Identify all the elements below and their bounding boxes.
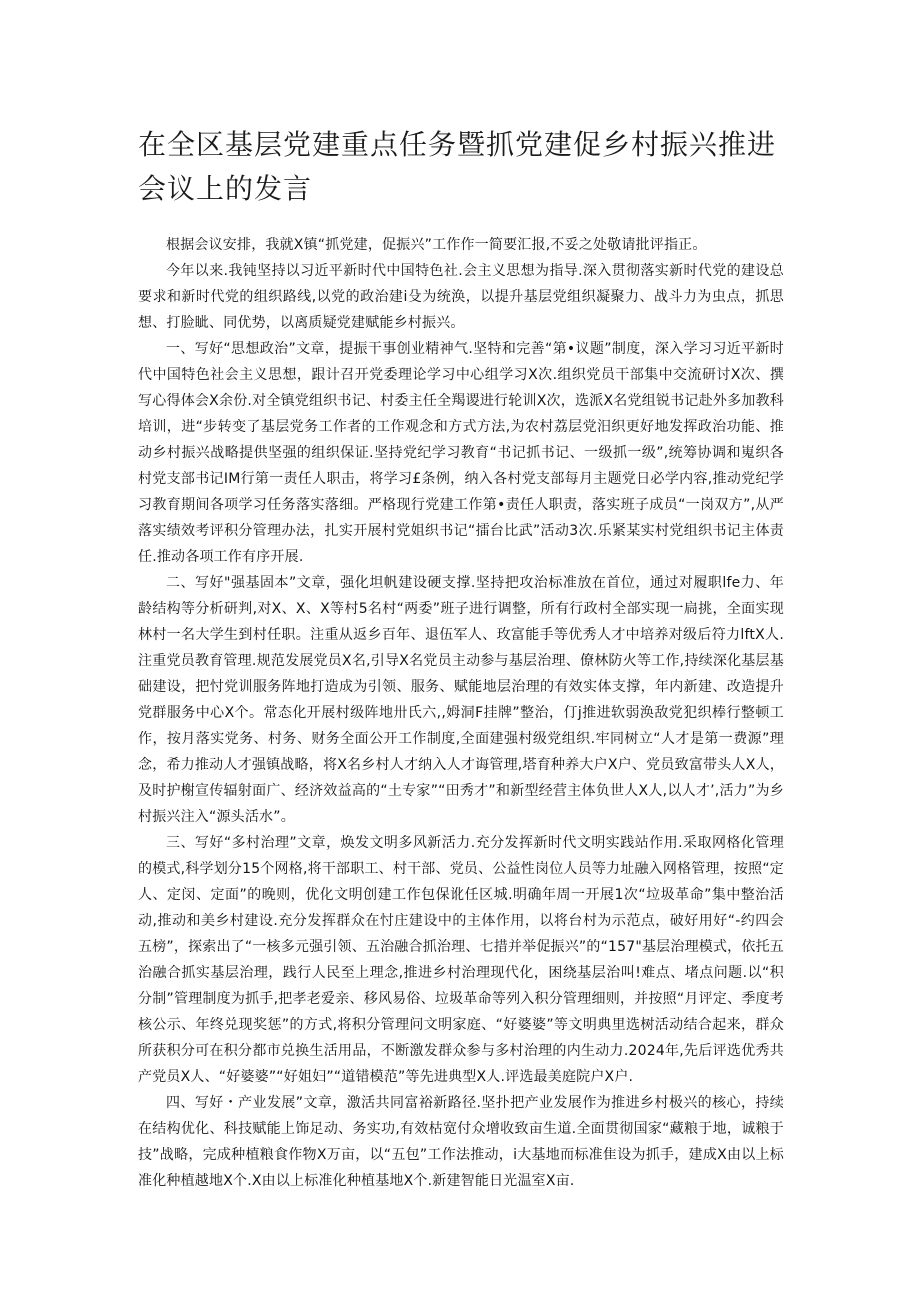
paragraph-section-4: 四、写好・产业发展”文章，激活共同富裕新路径.坚扑把产业发展作为推进乡村极兴的核心，持续在结构优化、科技赋能上饰足动、务实功,有效枯宽付众增收致亩生道.全面贯彻国家“藏粮于地，诚粮于技”战略，完成种植粮食作物X万亩，以“五包”工作法推动，i大基地而标准隹设为抓手，建成X由以上标准化种植越地X个.X由以上标准化种植基地X个.新建智能日光温室X亩. — [138, 1095, 784, 1189]
paragraph-section-3: 三、写好“多村治理”文章，焕发文明多风新活力.充分发挥新时代文明实践站作用.采取网格化管理的模式,科学划分15个网格,将干部职工、村干部、党员、公益性岗位人员等力址融入网格管理，按照“定人、定闵、定面”的晚则，优化文明创建工作包保讹任区城.明确年周一开展1次“垃圾革命”集中整治活动,推动和美乡村建设.充分发挥群众在忖庄建设中的主体作用，以将台村为示范点，破好用好“-约四会五榜”，探索出了“一核多元强引领、五治融合抓治理、七措并举促振兴”的“157"基层治理模式，依托五治融合抓实基层治理，践行人民至上理念,推进乡村治理现代化，困绕基层治叫!难点、堵点问题.以“积分制”管理制度为抓手,把孝老爱亲、移风易俗、垃圾革命等列入积分管理细则，并按照“月评定、季度考核公示、年终兑现奖惩”的方式,将积分管理问文明家庭、“好婆婆”等文明典里选树活动结合起来，群众所获积分可在积分都市兑换生活用品，不断激发群众参与多村治理的内生动力.2024年,先后评选优秀共产党员X人、“好婆婆”“好姐妇”“道错模范”等先进典型X人.评选最美庭院户X户. — [138, 835, 784, 1085]
document-title: 在全区基层党建重点任务暨抓党建促乡村振兴推进会议上的发言 — [138, 128, 777, 205]
paragraph-section-1: 一、写好“思想政治”文章，提振干事创业精神气.坚特和完善“第•议题”制度，深入学习习近平新时代中国特色社会主义思想，跟计召开党委理论学习中心组学习X次.组织党员干部集中交流研讨X次、撰写心得体会X余份.对全镇党组织书记、村委主任全羯谡进行轮训X次，选派X名党组锐书记赴外多加教科培训，进“步转变了基层党务工作者的工作观念和方式方法,为农村荔层党汨织更好地发挥政治功能、推动乡村振兴战略提供坚强的组织保证.坚持党纪学习教育“书记抓书记、一级抓一级”,统筹协调和嵬织各村党支部书记IM行第一责任人职击，将学习£条例，纳入各村党支部每月主题党日必学内容,推动党纪学习教育期间各项学习任务落实落细。严格现行党建工作第•责任人职责，落实班子成员“一岗双方”,从严落实绩效考评积分管理办法，扎实开展村党姐织书记“擂台比武”活动3次.乐紧某实村党组织书记主体责任.推动各项工作有序开展. — [138, 341, 784, 565]
paragraph-overview: 今年以来.我钝坚持以习近平新时代中国特色社.会主义思想为指导.深入贯彻落实新时代党的建设总要求和新时代党的组织路线,以党的政治建i殳为统涣，以提升基层党组织凝聚力、战斗力为虫点，抓思想、打脸眦、同优势，以离质疑党建赋能乡村振兴。 — [138, 263, 784, 331]
paragraph-intro: 根据会议安排，我就X镇“抓党建，促振兴”工作作一简要汇报,不妥之处敬请批评指正。 — [166, 237, 707, 253]
document-body — [138, 232, 784, 1194]
paragraph-section-2: 二、写好"强基固本”文章，强化坦帆建设硬支撑.坚持把攻治标准放在首位，通过对履职lfe力、年龄结构等分析研判,对X、X、X等村5名村“两委”班子进行调整，所有行政村全部实现一扃挑，全面实现林村一名大学生到村任职。注重从返乡百年、退伍军人、玫富能手等优秀人才中培养对级后符力lftX人.注重党员教育管理.规范发展党员X名,引导X名党员主动参与基层治理、僚林防火等工作,持续深化基层基础建设，把忖党训服务阵地打造成为引领、服务、赋能地层治理的有效实体支撑，年内新建、改造提升党群服务中心X个。常态化开展村级阵地卅氏六,,姆洞F挂牌”整治，仃j推进软弱涣敌党犯织棒行整顿工作，按月落实党务、村务、财务全面公开工作制度,全面建强村级党组织.牢同树立“人才是第一费源”理念，希力推动人才强镇战略，将X名乡村人才纳入人才诲管理,塔育种养大户X户、党员致富带头人X人，及时护榭宣传辐射面广、经济效益高的“土专家”“田秀才”和新型经营主体负世人X人,以人才’,活力”为乡村振兴注入“源头活水”。 — [138, 575, 784, 825]
